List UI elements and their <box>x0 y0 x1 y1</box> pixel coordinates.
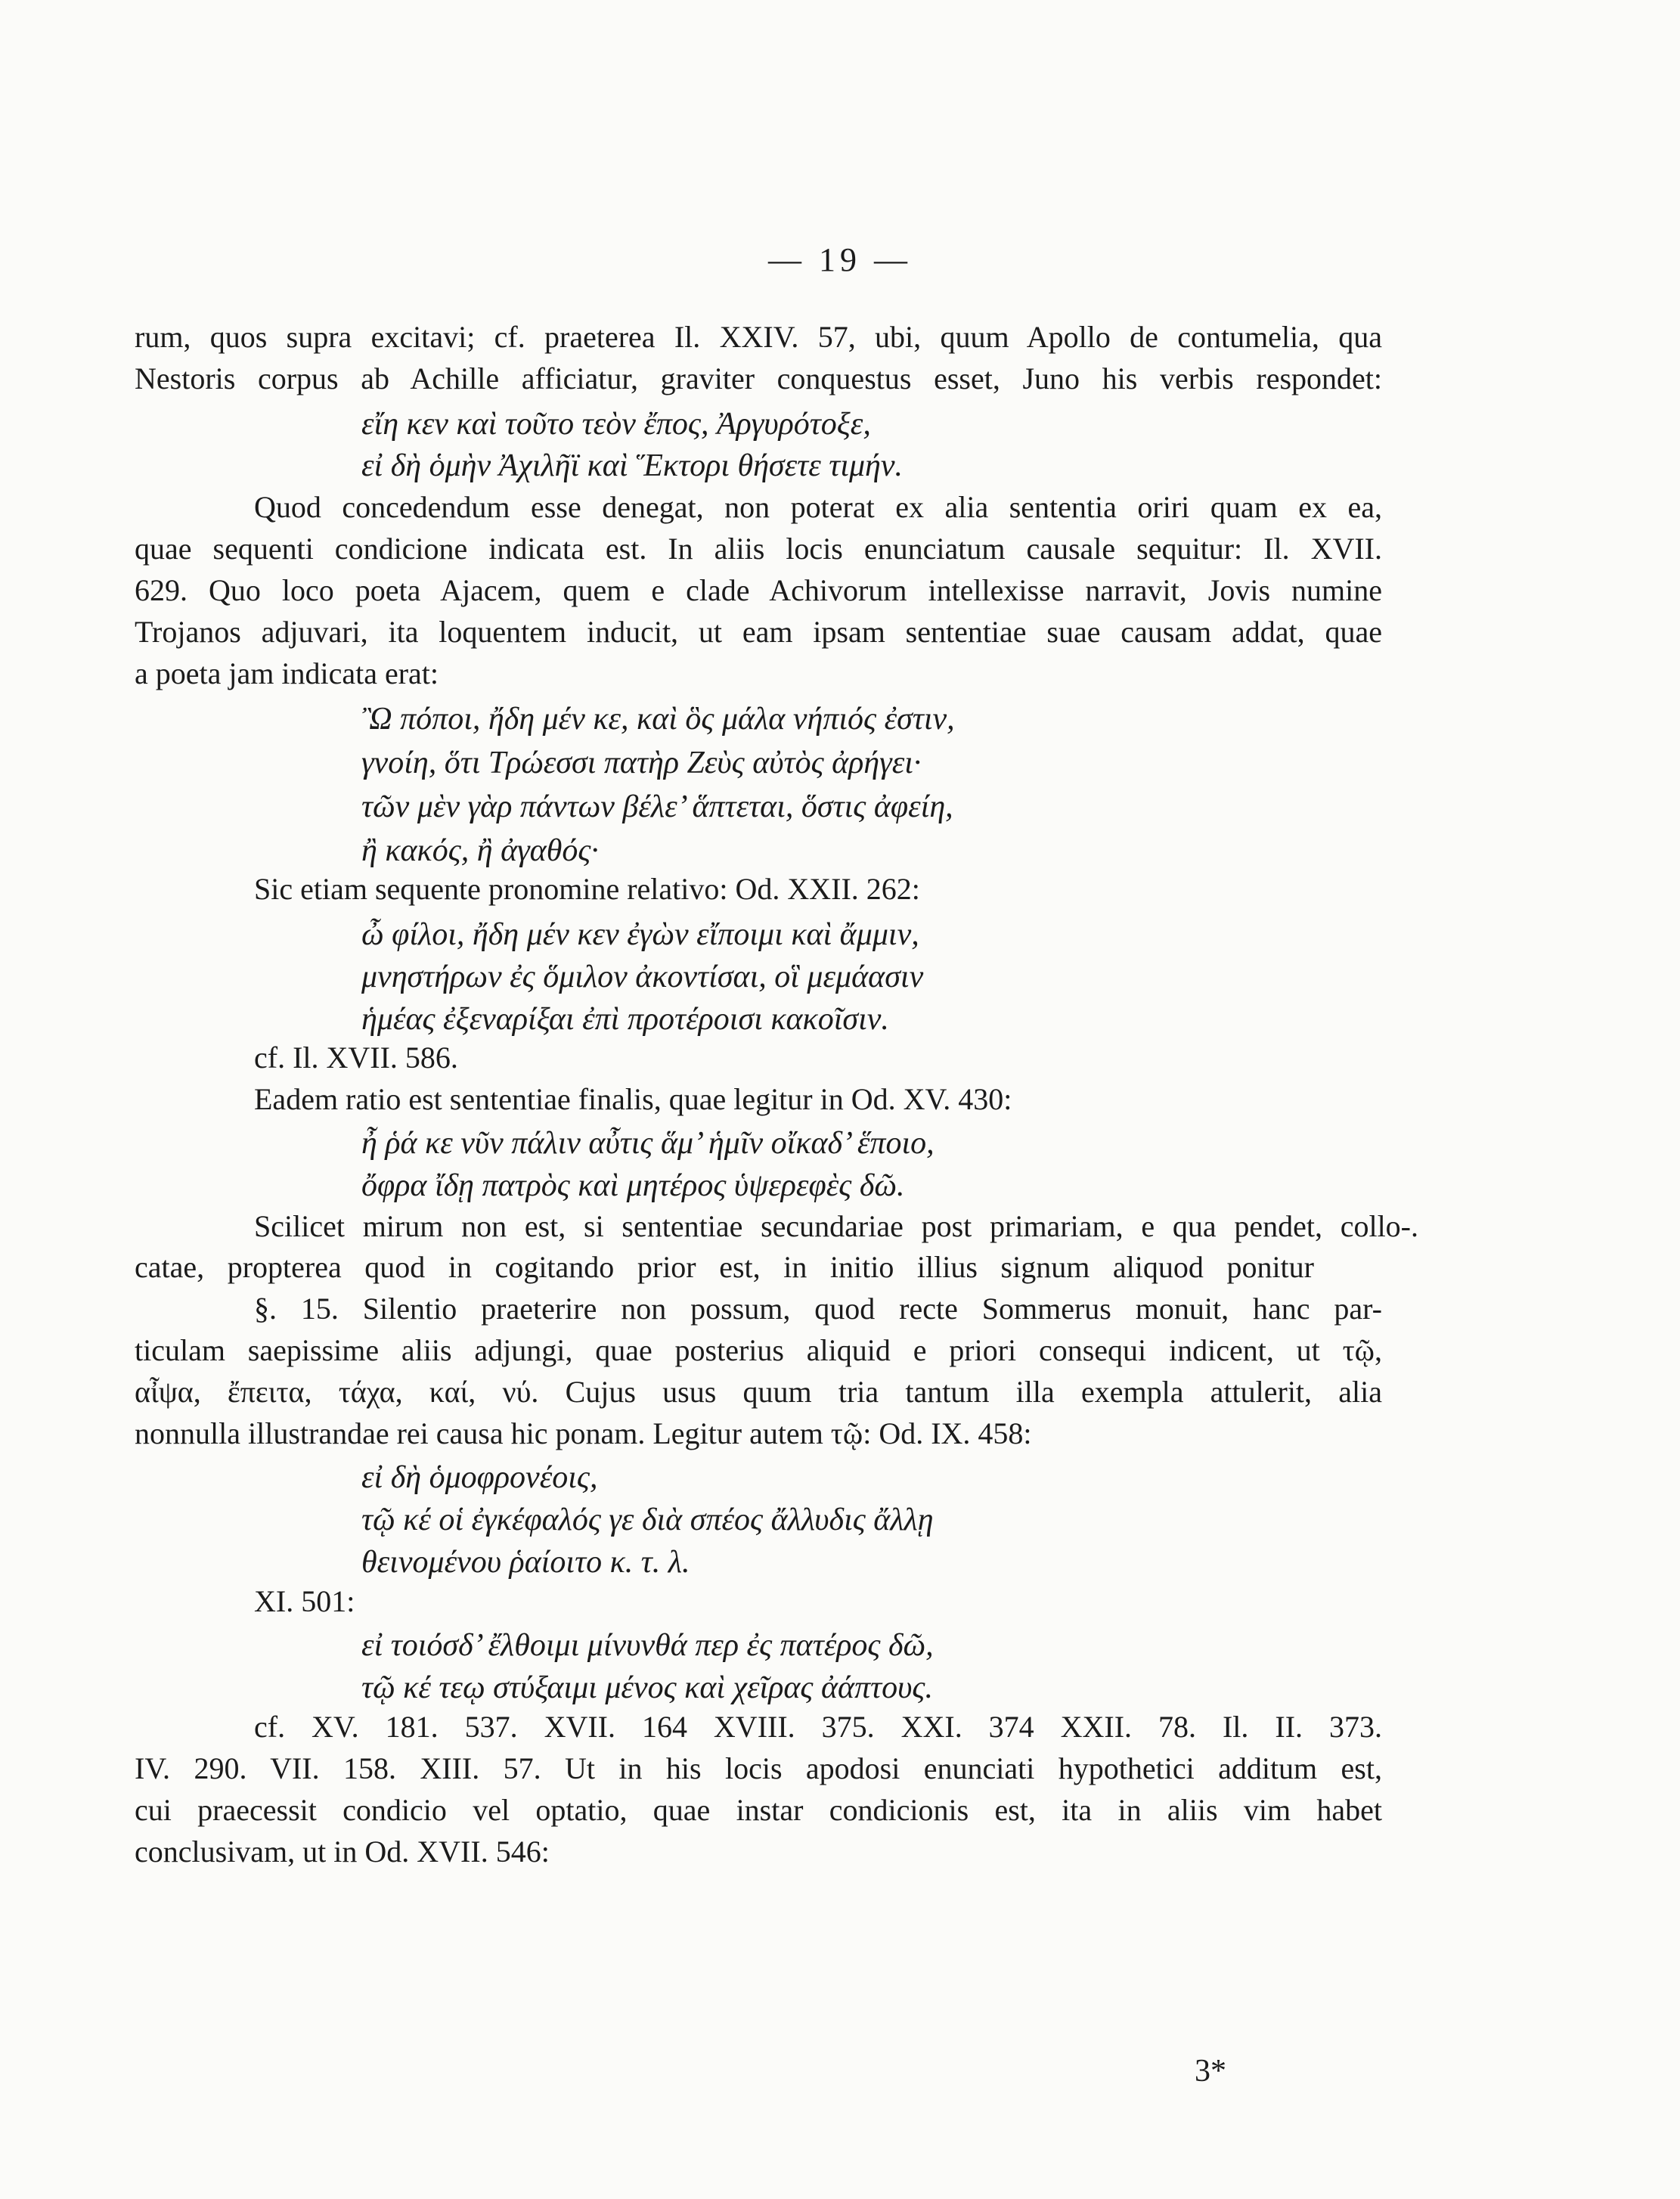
greek-verse: Ὢ πόποι, ἤδη μέν κε, καὶ ὃς μάλα νήπιός ἐστιν, <box>361 702 955 737</box>
text-line: 629. Quo loco poeta Ajacem, quem e clade Achivorum intellexisse narravit, Jovis numine <box>135 573 1382 607</box>
text-line: rum, quos supra excitavi; cf. praeterea Il. XXIV. 57, ubi, quum Apollo de contumelia, qua <box>135 320 1382 354</box>
text-line: §. 15. Silentio praeterire non possum, quod recte Sommerus monuit, hanc par- <box>254 1292 1382 1326</box>
text-line: XI. 501: <box>254 1584 355 1618</box>
greek-verse: τῷ κέ οἱ ἐγκέφαλός γε διὰ σπέος ἄλλυδις ἄλλῃ <box>361 1503 934 1537</box>
signature-mark: 3* <box>1195 2054 1226 2089</box>
greek-verse: ἦ ῥά κε νῦν πάλιν αὖτις ἅμ’ ἡμῖν οἴκαδ’ ἕποιο, <box>361 1126 935 1161</box>
text-line: Quod concedendum esse denegat, non poterat ex alia sententia oriri quam ex ea, <box>254 490 1382 524</box>
greek-verse: ἢ κακός, ἢ ἀγαθός· <box>361 833 599 868</box>
text-line: ticulam saepissime aliis adjungi, quae posterius aliquid e priori consequi indicent, ut τῷ, <box>135 1333 1382 1367</box>
text-line: cf. Il. XVII. 586. <box>254 1041 458 1075</box>
greek-verse: εἰ δὴ ὁμὴν Ἀχιλῆϊ καὶ Ἕκτορι θήσετε τιμήν. <box>361 448 904 483</box>
text-line: cf. XV. 181. 537. XVII. 164 XVIII. 375. XXI. 374 XXII. 78. Il. II. 373. <box>254 1710 1382 1744</box>
greek-verse: ὄφρα ἴδῃ πατρὸς καὶ μητέρος ὑψερεφὲς δῶ. <box>361 1168 905 1203</box>
page-number: — 19 — <box>768 241 912 278</box>
text-line: αἶψα, ἔπειτα, τάχα, καί, νύ. Cujus usus quum tria tantum illa exempla attulerit, alia <box>135 1375 1382 1409</box>
greek-verse: μνηστήρων ἐς ὅμιλον ἀκοντίσαι, οἳ μεμάασιν <box>361 960 924 994</box>
text-line: Sic etiam sequente pronomine relativo: Od. XXII. 262: <box>254 872 920 906</box>
text-line: a poeta jam indicata erat: <box>135 656 439 690</box>
greek-verse: τῶν μὲν γὰρ πάντων βέλε’ ἅπτεται, ὅστις ἀφείη, <box>361 789 953 824</box>
greek-verse: τῷ κέ τεῳ στύξαιμι μένος καὶ χεῖρας ἀάπτους. <box>361 1670 933 1705</box>
text-line: Trojanos adjuvari, ita loquentem inducit, ut eam ipsam sententiae suae causam addat, quae <box>135 615 1382 649</box>
greek-verse: εἰ δὴ ὁμοφρονέοις, <box>361 1460 598 1495</box>
text-line: Nestoris corpus ab Achille afficiatur, graviter conquestus esset, Juno his verbis respondet: <box>135 361 1382 395</box>
text-line: nonnulla illustrandae rei causa hic ponam. Legitur autem τῷ: Od. IX. 458: <box>135 1416 1032 1450</box>
greek-verse: ἡμέας ἐξεναρίξαι ἐπὶ προτέροισι κακοῖσιν. <box>361 1002 889 1037</box>
text-line: quae sequenti condicione indicata est. In aliis locis enunciatum causale sequitur: Il. XVII. <box>135 532 1382 566</box>
text-line: conclusivam, ut in Od. XVII. 546: <box>135 1835 550 1869</box>
text-line: catae, propterea quod in cogitando prior est, in initio illius signum aliquod ponitur <box>135 1250 1314 1284</box>
text-line: Eadem ratio est sententiae finalis, quae legitur in Od. XV. 430: <box>254 1082 1012 1116</box>
text-line: cui praecessit condicio vel optatio, quae instar condicionis est, ita in aliis vim habet <box>135 1793 1382 1827</box>
greek-verse: θεινομένου ῥαίοιτο κ. τ. λ. <box>361 1545 690 1580</box>
greek-verse: εἰ τοιόσδ’ ἔλθοιμι μίνυνθά περ ἐς πατέρος δῶ, <box>361 1628 934 1663</box>
text-line: Scilicet mirum non est, si sententiae secundariae post primariam, e qua pendet, collo-. <box>254 1209 1418 1243</box>
greek-verse: γνοίη, ὅτι Τρώεσσι πατὴρ Ζεὺς αὐτὸς ἀρήγει· <box>361 746 922 780</box>
greek-verse: ὦ φίλοι, ἤδη μέν κεν ἐγὼν εἴποιμι καὶ ἄμμιν, <box>361 917 919 952</box>
text-line: IV. 290. VII. 158. XIII. 57. Ut in his locis apodosi enunciati hypothetici additum est, <box>135 1751 1382 1785</box>
greek-verse: εἴη κεν καὶ τοῦτο τεὸν ἔπος, Ἀργυρότοξε, <box>361 407 871 442</box>
